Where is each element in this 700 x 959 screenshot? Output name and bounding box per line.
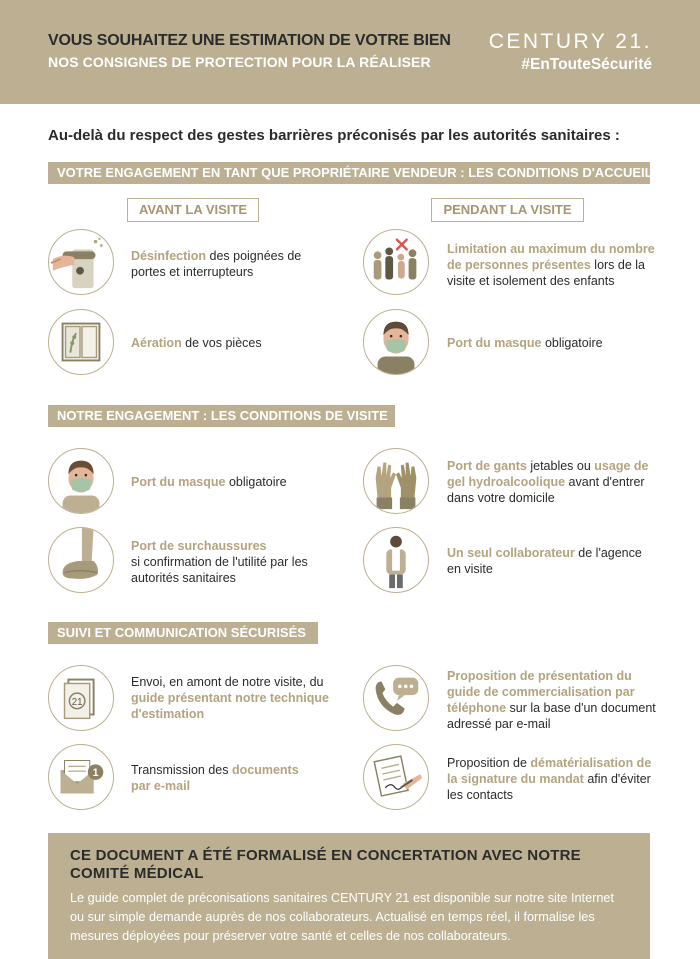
intro-text: Au-delà du respect des gestes barrières préconisés par les autorités sanitaires : — [48, 127, 620, 144]
item-envoi-guide-highlight: guide présentant notre technique d'estimation — [131, 691, 329, 721]
people-limit-icon — [363, 229, 429, 295]
item-limitation-text: lors de la visite et isolement des enfants — [447, 258, 646, 288]
section-title-visite: NOTRE ENGAGEMENT : LES CONDITIONS DE VISITE — [48, 405, 395, 427]
signature-document-icon — [363, 744, 429, 810]
email-envelope-icon — [48, 744, 114, 810]
footer-body: Le guide complet de préconisations sanitaires CENTURY 21 est disponible sur notre site Internet ou sur simple demande auprès de nos collaborateurs. Actualisé en temps réel, il formalise les mesures déployées pour préserver votre santé et celles de nos collaborateurs. — [70, 891, 614, 943]
header-title: VOUS SOUHAITEZ UNE ESTIMATION DE VOTRE BIEN — [48, 32, 451, 49]
item-dematerialisation — [447, 755, 657, 803]
footer-panel — [48, 833, 650, 959]
mask-person-icon — [363, 309, 429, 375]
item-masque-proprietaire-highlight: Port du masque — [447, 336, 542, 350]
item-collaborateur-text: de l'agence en visite — [447, 546, 642, 576]
item-presentation-highlight: Proposition de présentation du guide de commercialisation par téléphone — [447, 669, 635, 715]
item-transmission — [131, 762, 321, 794]
item-aeration-text: de vos pièces — [181, 336, 262, 350]
footer-title: CE DOCUMENT A ÉTÉ FORMALISÉ EN CONCERTATION AVEC NOTRE COMITÉ MÉDICAL — [70, 847, 581, 882]
guide-document-icon — [48, 665, 114, 731]
brand-hashtag: #EnTouteSécurité — [521, 56, 652, 73]
brand-logo — [489, 30, 652, 74]
section-title-accueil: VOTRE ENGAGEMENT EN TANT QUE PROPRIÉTAIRE VENDEUR : LES CONDITIONS D'ACCUEIL — [48, 162, 650, 184]
item-aeration — [131, 335, 321, 351]
item-masque-visite-highlight: Port du masque — [131, 475, 226, 489]
header-banner — [0, 0, 700, 104]
item-transmission-text: Transmission des — [131, 763, 232, 777]
item-gel-highlight: usage de gel hydroalcoolique — [447, 459, 649, 489]
item-masque-visite-text: obligatoire — [225, 475, 287, 489]
svg-text:21: 21 — [71, 696, 83, 708]
item-collaborateur — [447, 545, 657, 577]
item-dematerialisation-highlight: dématérialisation de la signature du mandat — [447, 756, 652, 786]
item-envoi-guide — [131, 674, 341, 722]
header-subtitle: NOS CONSIGNES DE PROTECTION POUR LA RÉALISER — [48, 54, 431, 70]
section-title-suivi: SUIVI ET COMMUNICATION SÉCURISÉS — [48, 622, 318, 644]
single-agent-icon — [363, 527, 429, 593]
svg-text:1: 1 — [92, 767, 99, 780]
item-gants-text: avant d'entrer dans votre domicile — [447, 475, 645, 505]
gloves-icon — [363, 448, 429, 514]
item-masque-proprietaire — [447, 335, 647, 351]
door-handle-disinfection-icon — [48, 229, 114, 295]
item-limitation — [447, 241, 657, 289]
window-aeration-icon — [48, 309, 114, 375]
mask-person-icon — [48, 448, 114, 514]
item-gants-highlight: Port de gants — [447, 459, 527, 473]
item-dematerialisation-prefix: Proposition de — [447, 756, 531, 770]
item-transmission-highlight: documents par e-mail — [131, 763, 299, 793]
item-presentation-telephone — [447, 668, 657, 732]
item-masque-visite — [131, 474, 321, 490]
item-surchaussures — [131, 538, 331, 586]
item-gants — [447, 458, 657, 506]
phone-chat-icon — [363, 665, 429, 731]
item-surchaussures-text: si confirmation de l'utilité par les autorités sanitaires — [131, 555, 308, 585]
item-desinfection-highlight: Désinfection — [131, 249, 207, 263]
item-aeration-highlight: Aération — [131, 336, 182, 350]
brand-name: CENTURY 21. — [488, 30, 652, 53]
shoe-cover-icon — [48, 527, 114, 593]
item-collaborateur-highlight: Un seul collaborateur — [447, 546, 575, 560]
item-dematerialisation-text: afin d'éviter les contacts — [447, 772, 651, 802]
item-presentation-text: sur la base d'un document adressé par e-mail — [447, 701, 656, 731]
item-limitation-highlight: Limitation au maximum du nombre de personnes présentes — [447, 242, 655, 272]
item-surchaussures-highlight: Port de surchaussures — [131, 539, 267, 553]
item-gants-middle: jetables ou — [526, 459, 595, 473]
item-desinfection-text: des poignées de portes et interrupteurs — [131, 249, 302, 279]
column-label-avant: AVANT LA VISITE — [127, 198, 259, 222]
item-desinfection — [131, 248, 321, 280]
item-envoi-guide-text: Envoi, en amont de notre visite, du — [131, 675, 324, 689]
item-masque-proprietaire-text: obligatoire — [541, 336, 603, 350]
column-label-pendant: PENDANT LA VISITE — [431, 198, 584, 222]
